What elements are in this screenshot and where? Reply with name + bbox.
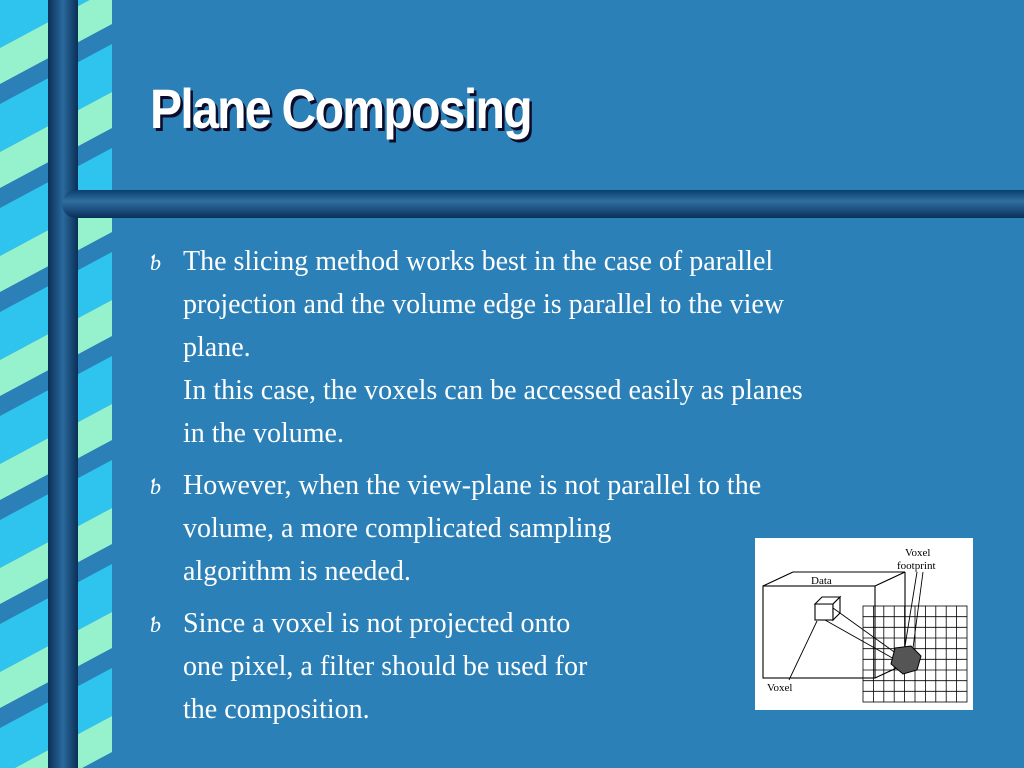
data-label: Data — [811, 575, 832, 587]
bullet-text-line: plane. — [183, 332, 251, 363]
bullet-text-line: one pixel, a filter should be used for — [183, 651, 588, 682]
bullet-text-line: Since a voxel is not projected onto — [183, 608, 571, 639]
bullet-text-line: However, when the view-plane is not parallel to the — [183, 470, 762, 501]
bullet-text-line: projection and the volume edge is parallel to the view — [183, 289, 785, 320]
bullet-glyph: ƅ — [150, 250, 161, 275]
bullet-text-line: volume, a more complicated sampling — [183, 513, 612, 544]
footprint-label-line1: Voxel — [905, 547, 931, 559]
slide-title: Plane Composing — [150, 77, 531, 140]
voxel-cube — [815, 597, 840, 620]
bullet-text-line: In this case, the voxels can be accessed easily as planes — [183, 375, 803, 406]
projection-lines — [789, 608, 903, 680]
bullet-text-line: the composition. — [183, 694, 370, 725]
bullet-text-line: in the volume. — [183, 418, 344, 449]
voxel-label: Voxel — [767, 682, 793, 694]
bullet-glyph: ƅ — [150, 612, 161, 637]
bullet-item — [148, 240, 988, 455]
bullet-glyph: ƅ — [150, 474, 161, 499]
title-divider-bar — [62, 190, 1024, 218]
decorative-stripe-band — [0, 0, 112, 768]
bullet-text-line: algorithm is needed. — [183, 556, 411, 587]
voxel-footprint-diagram — [755, 538, 973, 710]
footprint-label-line2: footprint — [897, 560, 936, 572]
bullet-text-line: The slicing method works best in the case of parallel — [183, 246, 774, 277]
